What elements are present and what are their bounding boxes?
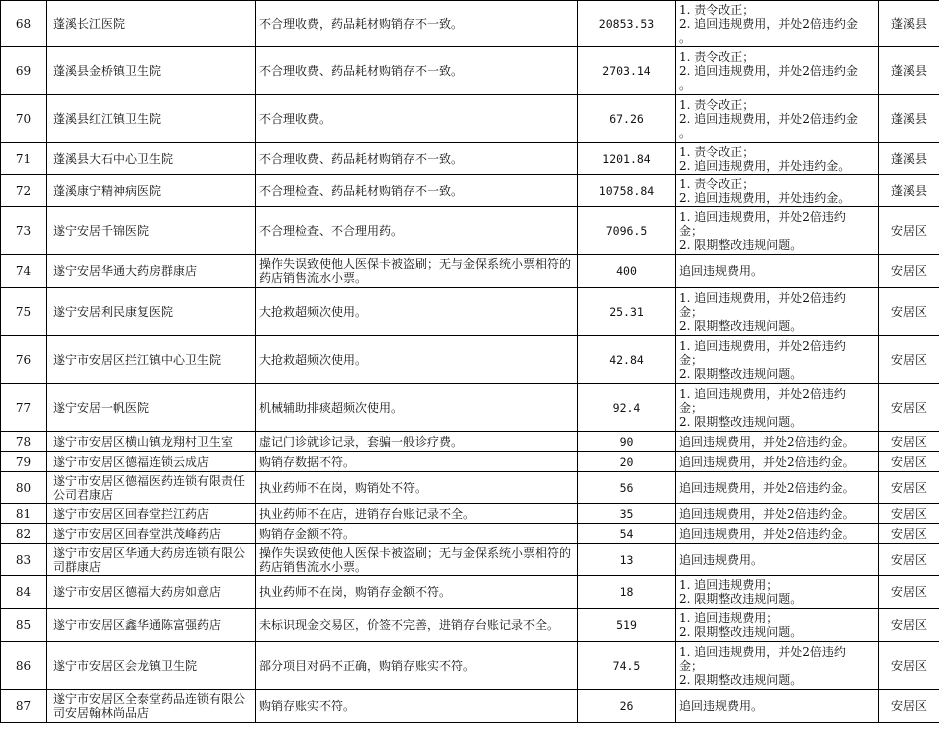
- amount-cell: 67.26: [578, 95, 676, 143]
- amount-cell: 25.31: [578, 288, 676, 336]
- area-cell: 蓬溪县: [879, 175, 939, 207]
- unit-name-cell: 蓬溪康宁精神病医院: [47, 175, 256, 207]
- amount-cell: 92.4: [578, 384, 676, 432]
- area-cell: 安居区: [879, 690, 939, 723]
- table-body: [1, 1, 939, 723]
- unit-name-cell: 遂宁市安居区德福医药连锁有限责任公司君康店: [47, 472, 256, 504]
- action-line: 追回违规费用。: [679, 699, 764, 713]
- table-row: [1, 524, 939, 544]
- table-row: [1, 384, 939, 432]
- amount-cell: 13: [578, 544, 676, 576]
- area-cell: 安居区: [879, 336, 939, 384]
- area-cell: 安居区: [879, 384, 939, 432]
- row-number-cell: 68: [1, 1, 47, 47]
- issue-cell: 机械辅助排痰超频次使用。: [256, 384, 578, 432]
- action-cell: [676, 524, 879, 544]
- action-line: 2. 限期整改违规问题。: [679, 672, 803, 687]
- row-number-cell: 74: [1, 255, 47, 288]
- unit-name-cell: 蓬溪县大石中心卫生院: [47, 143, 256, 175]
- action-line: 。: [679, 30, 692, 45]
- row-number-cell: 78: [1, 432, 47, 452]
- issue-cell: 执业药师不在店，进销存台账记录不全。: [256, 504, 578, 524]
- action-cell: [676, 288, 879, 336]
- action-line: 2. 追回违规费用，并处2倍违约金: [679, 111, 858, 126]
- action-line: 追回违规费用，并处2倍违约金。: [679, 434, 855, 449]
- area-cell: 安居区: [879, 432, 939, 452]
- amount-cell: 56: [578, 472, 676, 504]
- table-row: [1, 472, 939, 504]
- area-cell: 蓬溪县: [879, 143, 939, 175]
- area-cell: 安居区: [879, 472, 939, 504]
- table-row: [1, 432, 939, 452]
- row-number-cell: 82: [1, 524, 47, 544]
- unit-name-cell: 遂宁市安居区鑫华通陈富强药店: [47, 609, 256, 642]
- amount-cell: 74.5: [578, 642, 676, 690]
- action-cell: [676, 207, 879, 255]
- action-line: 追回违规费用。: [679, 264, 764, 278]
- action-line: 2. 限期整改违规问题。: [679, 366, 803, 381]
- action-line: 金；: [679, 304, 704, 319]
- action-line: 2. 限期整改违规问题。: [679, 318, 803, 333]
- table-row: [1, 288, 939, 336]
- action-cell: [676, 452, 879, 472]
- action-line: 追回违规费用，并处2倍违约金。: [679, 454, 855, 469]
- amount-cell: 54: [578, 524, 676, 544]
- area-cell: 蓬溪县: [879, 47, 939, 95]
- area-cell: 安居区: [879, 576, 939, 609]
- action-line: 2. 追回违规费用，并处2倍违约金: [679, 16, 858, 31]
- unit-name-cell: 蓬溪县金桥镇卫生院: [47, 47, 256, 95]
- area-cell: 安居区: [879, 544, 939, 576]
- row-number-cell: 76: [1, 336, 47, 384]
- action-cell: [676, 175, 879, 207]
- row-number-cell: 85: [1, 609, 47, 642]
- action-line: 追回违规费用，并处2倍违约金。: [679, 526, 855, 541]
- action-cell: [676, 544, 879, 576]
- issue-cell: 虚记门诊就诊记录，套骗一般诊疗费。: [256, 432, 578, 452]
- amount-cell: 1201.84: [578, 143, 676, 175]
- issue-cell: 操作失误致使他人医保卡被盗刷；无与金保系统小票相符的药店销售流水小票。: [256, 544, 578, 576]
- action-line: 2. 追回违规费用，并处违约金。: [679, 158, 851, 173]
- issue-cell: 执业药师不在岗，购销处不符。: [256, 472, 578, 504]
- action-line: 1. 追回违规费用，并处2倍违约: [679, 644, 846, 659]
- table-row: [1, 544, 939, 576]
- unit-name-cell: 遂宁市安居区会龙镇卫生院: [47, 642, 256, 690]
- action-line: 1. 追回违规费用，并处2倍违约: [679, 338, 846, 353]
- action-line: 金；: [679, 400, 704, 415]
- area-cell: 安居区: [879, 609, 939, 642]
- row-number-cell: 75: [1, 288, 47, 336]
- row-number-cell: 79: [1, 452, 47, 472]
- row-number-cell: 87: [1, 690, 47, 723]
- issue-cell: 部分项目对码不正确，购销存账实不符。: [256, 642, 578, 690]
- action-line: 1. 追回违规费用；: [679, 578, 779, 592]
- unit-name-cell: 蓬溪县红江镇卫生院: [47, 95, 256, 143]
- action-line: 金；: [679, 352, 704, 367]
- issue-cell: 不合理检查、药品耗材购销存不一致。: [256, 175, 578, 207]
- row-number-cell: 70: [1, 95, 47, 143]
- action-line: 1. 追回违规费用，并处2倍违约: [679, 386, 846, 401]
- action-line: 2. 追回违规费用，并处违约金。: [679, 190, 851, 205]
- area-cell: 蓬溪县: [879, 95, 939, 143]
- amount-cell: 400: [578, 255, 676, 288]
- issue-cell: 大抢救超频次使用。: [256, 336, 578, 384]
- row-number-cell: 72: [1, 175, 47, 207]
- amount-cell: 519: [578, 609, 676, 642]
- issue-cell: 购销存金额不符。: [256, 524, 578, 544]
- unit-name-cell: 遂宁安居一帆医院: [47, 384, 256, 432]
- unit-name-cell: 遂宁市安居区华通大药房连锁有限公司群康店: [47, 544, 256, 576]
- row-number-cell: 81: [1, 504, 47, 524]
- issue-cell: 执业药师不在岗，购销存金额不符。: [256, 576, 578, 609]
- unit-name-cell: 遂宁市安居区横山镇龙翔村卫生室: [47, 432, 256, 452]
- area-cell: 安居区: [879, 288, 939, 336]
- amount-cell: 90: [578, 432, 676, 452]
- table-row: [1, 336, 939, 384]
- action-line: 1. 追回违规费用，并处2倍违约: [679, 209, 846, 224]
- row-number-cell: 69: [1, 47, 47, 95]
- action-line: 2. 限期整改违规问题。: [679, 237, 803, 252]
- action-line: 1. 责令改正；: [679, 49, 755, 64]
- amount-cell: 7096.5: [578, 207, 676, 255]
- row-number-cell: 73: [1, 207, 47, 255]
- action-cell: [676, 432, 879, 452]
- table-row: [1, 609, 939, 642]
- issue-cell: 不合理收费、药品耗材购销存不一致。: [256, 47, 578, 95]
- table-row: [1, 452, 939, 472]
- action-cell: [676, 576, 879, 609]
- issue-cell: 购销存账实不符。: [256, 690, 578, 723]
- issue-cell: 大抢救超频次使用。: [256, 288, 578, 336]
- table-row: [1, 175, 939, 207]
- action-line: 1. 责令改正；: [679, 144, 755, 159]
- table-row: [1, 690, 939, 723]
- amount-cell: 35: [578, 504, 676, 524]
- action-line: 1. 追回违规费用；: [679, 611, 779, 625]
- issue-cell: 操作失误致使他人医保卡被盗刷；无与金保系统小票相符的药店销售流水小票。: [256, 255, 578, 288]
- action-cell: [676, 336, 879, 384]
- area-cell: 蓬溪县: [879, 1, 939, 47]
- issue-cell: 购销存数据不符。: [256, 452, 578, 472]
- action-cell: [676, 47, 879, 95]
- issue-cell: 不合理检查、不合理用药。: [256, 207, 578, 255]
- area-cell: 安居区: [879, 642, 939, 690]
- action-line: 追回违规费用。: [679, 552, 764, 567]
- action-line: 1. 追回违规费用，并处2倍违约: [679, 290, 846, 305]
- action-cell: [676, 1, 879, 47]
- action-line: 2. 限期整改违规问题。: [679, 414, 803, 429]
- action-cell: [676, 255, 879, 288]
- action-line: 金；: [679, 223, 704, 238]
- unit-name-cell: 遂宁市安居区回春堂拦江药店: [47, 504, 256, 524]
- table-row: [1, 143, 939, 175]
- action-line: 1. 责令改正；: [679, 97, 755, 112]
- table-row: [1, 47, 939, 95]
- table-row: [1, 1, 939, 47]
- table-row: [1, 255, 939, 288]
- table-row: [1, 504, 939, 524]
- action-line: 2. 限期整改违规问题。: [679, 625, 803, 639]
- row-number-cell: 84: [1, 576, 47, 609]
- unit-name-cell: 蓬溪长江医院: [47, 1, 256, 47]
- action-line: 1. 责令改正；: [679, 2, 755, 17]
- action-cell: [676, 642, 879, 690]
- unit-name-cell: 遂宁安居千锦医院: [47, 207, 256, 255]
- action-cell: [676, 690, 879, 723]
- issue-cell: 不合理收费。: [256, 95, 578, 143]
- action-line: 金；: [679, 658, 704, 673]
- row-number-cell: 83: [1, 544, 47, 576]
- action-line: 。: [679, 77, 692, 92]
- amount-cell: 18: [578, 576, 676, 609]
- unit-name-cell: 遂宁安居利民康复医院: [47, 288, 256, 336]
- action-line: 1. 责令改正；: [679, 176, 755, 191]
- amount-cell: 2703.14: [578, 47, 676, 95]
- amount-cell: 42.84: [578, 336, 676, 384]
- action-line: 2. 追回违规费用，并处2倍违约金: [679, 63, 858, 78]
- action-cell: [676, 143, 879, 175]
- amount-cell: 20: [578, 452, 676, 472]
- row-number-cell: 77: [1, 384, 47, 432]
- amount-cell: 10758.84: [578, 175, 676, 207]
- table-row: [1, 95, 939, 143]
- action-cell: [676, 504, 879, 524]
- unit-name-cell: 遂宁市安居区德福连锁云成店: [47, 452, 256, 472]
- unit-name-cell: 遂宁安居华通大药房群康店: [47, 255, 256, 288]
- table-row: [1, 576, 939, 609]
- unit-name-cell: 遂宁市安居区拦江镇中心卫生院: [47, 336, 256, 384]
- area-cell: 安居区: [879, 452, 939, 472]
- issue-cell: 不合理收费、药品耗材购销存不一致。: [256, 143, 578, 175]
- amount-cell: 20853.53: [578, 1, 676, 47]
- area-cell: 安居区: [879, 255, 939, 288]
- unit-name-cell: 遂宁市安居区德福大药房如意店: [47, 576, 256, 609]
- table-row: [1, 642, 939, 690]
- action-line: 。: [679, 125, 692, 140]
- action-line: 2. 限期整改违规问题。: [679, 592, 803, 606]
- unit-name-cell: 遂宁市安居区回春堂洪茂峰药店: [47, 524, 256, 544]
- row-number-cell: 80: [1, 472, 47, 504]
- issue-cell: 不合理收费，药品耗材购销存不一致。: [256, 1, 578, 47]
- action-cell: [676, 95, 879, 143]
- action-cell: [676, 384, 879, 432]
- issue-cell: 未标识现金交易区，价签不完善，进销存台账记录不全。: [256, 609, 578, 642]
- table-row: [1, 207, 939, 255]
- row-number-cell: 71: [1, 143, 47, 175]
- action-line: 追回违规费用，并处2倍违约金。: [679, 506, 855, 521]
- row-number-cell: 86: [1, 642, 47, 690]
- unit-name-cell: 遂宁市安居区全泰堂药品连锁有限公司安居翰林尚品店: [47, 690, 256, 723]
- action-cell: [676, 472, 879, 504]
- action-line: 追回违规费用，并处2倍违约金。: [679, 480, 855, 495]
- area-cell: 安居区: [879, 504, 939, 524]
- area-cell: 安居区: [879, 207, 939, 255]
- area-cell: 安居区: [879, 524, 939, 544]
- amount-cell: 26: [578, 690, 676, 723]
- action-cell: [676, 609, 879, 642]
